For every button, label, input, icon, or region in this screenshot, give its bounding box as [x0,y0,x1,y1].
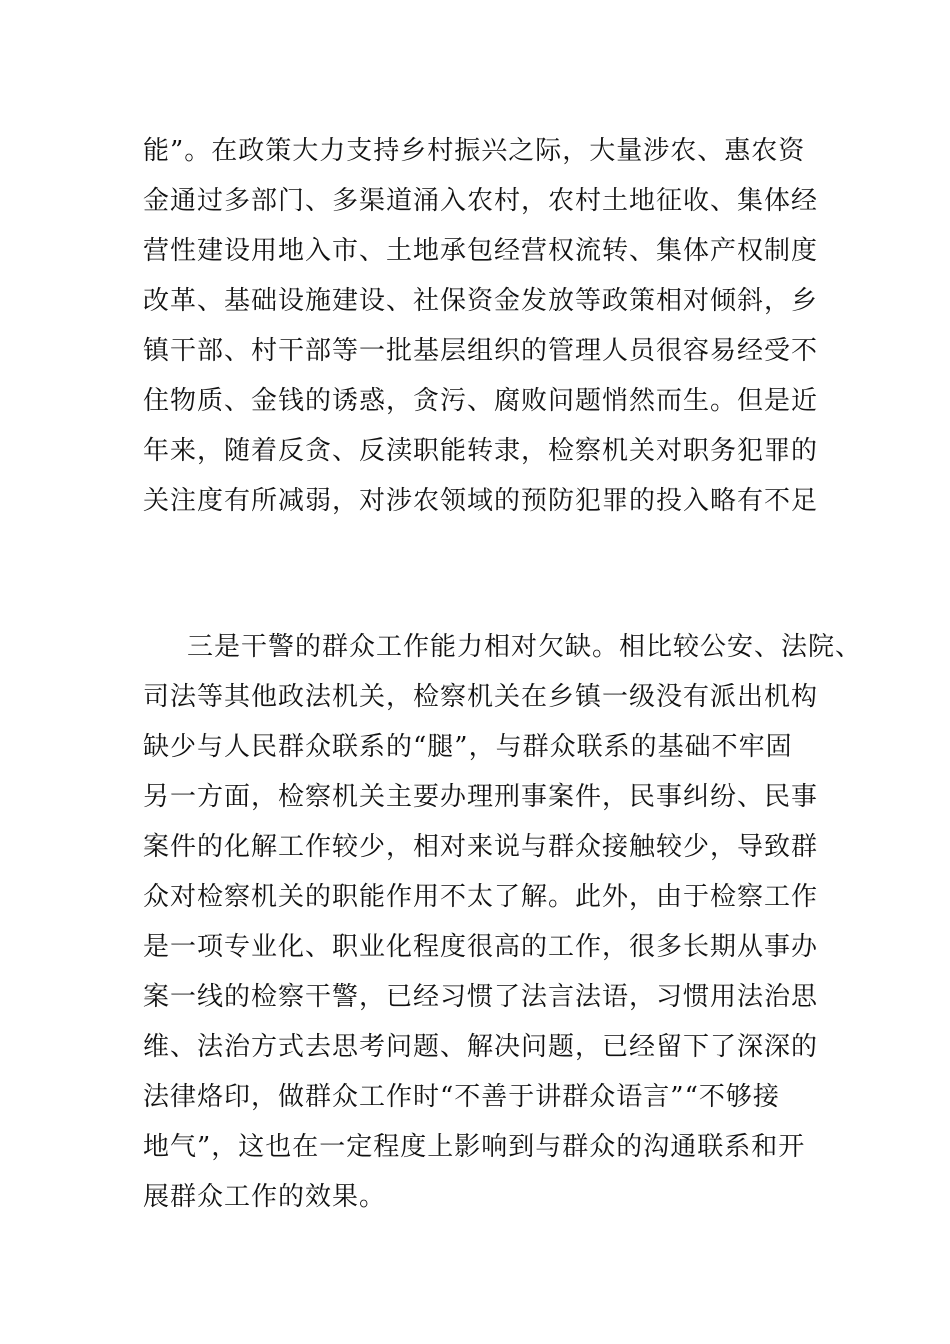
text-line: 法律烙印，做群众工作时“不善于讲群众语言”“不够接 [143,1082,780,1112]
text-line: 司法等其他政法机关，检察机关在乡镇一级没有派出机构 [143,682,819,712]
text-line: 镇干部、村干部等一批基层组织的管理人员很容易经受不 [143,336,819,366]
text-line: 能”。在政策大力支持乡村振兴之际，大量涉农、惠农资 [143,136,806,166]
text-line: 金通过多部门、多渠道涌入农村，农村土地征收、集体经 [143,186,819,216]
text-line: 案一线的检察干警，已经习惯了法言法语，习惯用法治思 [143,982,819,1012]
text-line: 地气”，这也在一定程度上影响到与群众的沟通联系和开 [143,1132,806,1162]
text-line: 展群众工作的效果。 [143,1182,387,1212]
text-line: 维、法治方式去思考问题、解决问题，已经留下了深深的 [143,1032,819,1062]
paragraph-policy-risk [143,126,843,526]
text-line: 众对检察机关的职能作用不太了解。此外，由于检察工作 [143,882,819,912]
text-line: 缺少与人民群众联系的“腿”，与群众联系的基础不牢固 [143,732,793,762]
text-line: 营性建设用地入市、土地承包经营权流转、集体产权制度 [143,236,819,266]
text-line: 住物质、金钱的诱惑，贪污、腐败问题悄然而生。但是近 [143,386,819,416]
text-line: 是一项专业化、职业化程度很高的工作，很多长期从事办 [143,932,819,962]
paragraph-mass-work-ability [143,622,863,1222]
text-line: 案件的化解工作较少，相对来说与群众接触较少，导致群 [143,832,819,862]
text-line: 关注度有所减弱，对涉农领域的预防犯罪的投入略有不足 [143,486,819,516]
text-line: 改革、基础设施建设、社保资金发放等政策相对倾斜，乡 [143,286,819,316]
text-line: 年来，随着反贪、反渎职能转隶，检察机关对职务犯罪的 [143,436,819,466]
text-line: 另一方面，检察机关主要办理刑事案件，民事纠纷、民事 [143,782,819,812]
text-line: 三是干警的群众工作能力相对欠缺。相比较公安、法院、 [187,632,863,662]
